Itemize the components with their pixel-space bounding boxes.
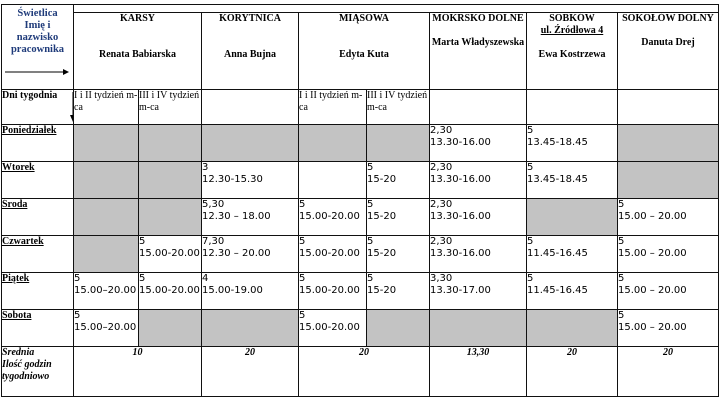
employee-name: Anna Bujna: [224, 49, 276, 60]
day-row: [2, 162, 719, 199]
time-range: 15-20: [367, 248, 397, 259]
time-range: 15.00-20.00: [139, 285, 200, 296]
corner-title-line: nazwisko: [16, 32, 59, 43]
time-range: 15.00-20.00: [299, 285, 360, 296]
hours-value: 5: [618, 199, 625, 210]
day-row: [2, 125, 719, 162]
closed-cell: [74, 236, 139, 273]
hours-value: 2,30: [430, 125, 453, 136]
schedule-cell: [430, 273, 527, 310]
day-name: Poniedziałek: [2, 125, 74, 162]
schedule-cell: [618, 199, 719, 236]
time-range: 11.45-16.45: [527, 248, 588, 259]
closed-cell: [139, 125, 202, 162]
time-range: 13.45-18.45: [527, 174, 588, 185]
column-header-sobkow: [527, 13, 618, 90]
weekly-hours-miasowa: 20: [299, 347, 430, 397]
schedule-cell: [202, 273, 299, 310]
closed-cell: [299, 125, 367, 162]
column-header-mokrsko-dolne: [430, 13, 527, 90]
closed-cell: [527, 199, 618, 236]
day-name: Piątek: [2, 273, 74, 310]
time-range: 15-20: [367, 211, 397, 222]
hours-value: 4: [202, 273, 209, 284]
time-range: 13.30-16.00: [430, 137, 491, 148]
closed-cell: [367, 125, 430, 162]
weekly-hours-mokrsko-dolne: 13,30: [430, 347, 527, 397]
weekly-hours-korytnica: 20: [202, 347, 299, 397]
closed-cell: [618, 162, 719, 199]
hours-value: 5: [299, 310, 306, 321]
schedule-cell: [367, 162, 430, 199]
closed-cell: [618, 125, 719, 162]
closed-cell: [139, 199, 202, 236]
schedule-cell: [430, 199, 527, 236]
arrow-right-icon: [4, 68, 70, 76]
time-range: 13.45-18.45: [527, 137, 588, 148]
time-range: 13.30-16.00: [430, 211, 491, 222]
subheader-week-1-2: I i II tydzień m-ca: [74, 90, 139, 125]
schedule-cell: [527, 236, 618, 273]
schedule-cell: [527, 125, 618, 162]
time-range: 13.30-16.00: [430, 248, 491, 259]
hours-value: 5: [367, 162, 374, 173]
schedule-cell: [430, 162, 527, 199]
summary-label-line: tygodniowo: [2, 371, 50, 382]
hours-value: 5: [618, 236, 625, 247]
facility-name: MIĄSOWA: [338, 13, 389, 24]
hours-value: 3,30: [430, 273, 453, 284]
hours-value: 5: [367, 236, 374, 247]
days-label: Dni tygodnia: [2, 90, 58, 101]
column-header-sokolow-dolny: [618, 13, 719, 90]
schedule-cell: [618, 310, 719, 347]
closed-cell: [202, 125, 299, 162]
hours-value: 5: [74, 310, 81, 321]
employee-name: Renata Babiarska: [99, 49, 176, 60]
summary-row: [2, 347, 719, 397]
hours-value: 5: [618, 310, 625, 321]
time-range: 15.00 – 20.00: [618, 285, 687, 296]
schedule-cell: [202, 236, 299, 273]
day-row: [2, 236, 719, 273]
hours-value: 2,30: [430, 236, 453, 247]
time-range: 15.00 – 20.00: [618, 322, 687, 333]
schedule-cell: [74, 310, 139, 347]
day-row: [2, 273, 719, 310]
hours-value: 5: [299, 236, 306, 247]
subheader-week-1-2: I i II tydzień m-ca: [299, 90, 367, 125]
day-name: Czwartek: [2, 236, 74, 273]
time-range: 12.30-15.30: [202, 174, 263, 185]
closed-cell: [367, 310, 430, 347]
time-range: 15.00-20.00: [299, 211, 360, 222]
schedule-cell: [202, 162, 299, 199]
closed-cell: [527, 310, 618, 347]
empty-cell: [299, 162, 367, 199]
facility-name: KORYTNICA: [219, 13, 281, 24]
facility-address: ul. Źródłowa 4: [540, 25, 604, 36]
summary-label-line: Średnia: [2, 347, 35, 358]
hours-value: 5: [299, 273, 306, 284]
hours-value: 5: [527, 273, 534, 284]
top-strip-row: [2, 5, 719, 13]
summary-label: [2, 347, 74, 397]
schedule-cell: [202, 199, 299, 236]
day-name: Wtorek: [2, 162, 74, 199]
hours-value: 2,30: [430, 199, 453, 210]
hours-value: 5: [618, 273, 625, 284]
employee-name: Marta Władyszewska: [431, 37, 525, 48]
corner-header: [2, 5, 74, 90]
time-range: 15.00 – 20.00: [618, 248, 687, 259]
hours-value: 7,30: [202, 236, 225, 247]
schedule-cell: [527, 162, 618, 199]
schedule-cell: [367, 199, 430, 236]
subheader-row: [2, 90, 719, 125]
corner-title: [2, 5, 73, 56]
employee-name: Edyta Kuta: [339, 49, 389, 60]
closed-cell: [139, 310, 202, 347]
weekly-hours-sobkow: 20: [527, 347, 618, 397]
closed-cell: [74, 125, 139, 162]
time-range: 15.00-20.00: [139, 248, 200, 259]
arrow-down-icon: [70, 92, 74, 122]
employee-name: Ewa Kostrzewa: [538, 49, 606, 60]
schedule-cell: [367, 236, 430, 273]
schedule-cell: [618, 236, 719, 273]
schedule-cell: [430, 236, 527, 273]
time-range: 12.30 – 20.00: [202, 248, 271, 259]
hours-value: 3: [202, 162, 209, 173]
time-range: 15.00 – 20.00: [618, 211, 687, 222]
time-range: 15.00–20.00: [74, 285, 137, 296]
hours-value: 5: [527, 236, 534, 247]
hours-value: 5: [367, 273, 374, 284]
time-range: 15-20: [367, 174, 397, 185]
facility-name: MOKRSKO DOLNE: [432, 13, 524, 24]
employee-name: Danuta Drej: [641, 37, 695, 48]
hours-value: 5: [139, 273, 146, 284]
subheader-empty: [618, 90, 719, 125]
header-row: [2, 13, 719, 90]
hours-value: 5,30: [202, 199, 225, 210]
time-range: 13.30-16.00: [430, 174, 491, 185]
schedule-cell: [299, 236, 367, 273]
facility-name: SOBKÓW: [549, 13, 595, 24]
hours-value: 5: [74, 273, 81, 284]
closed-cell: [139, 162, 202, 199]
schedule-cell: [299, 273, 367, 310]
corner-title-line: Imię i: [24, 20, 51, 31]
schedule-cell: [618, 273, 719, 310]
column-header-miasowa: [299, 13, 430, 90]
schedule-cell: [527, 273, 618, 310]
summary-label-line: Ilość godzin: [2, 359, 52, 370]
weekly-hours-karsy: 10: [74, 347, 202, 397]
subheader-empty: [430, 90, 527, 125]
facility-name: SOKOŁÓW DOLNY: [622, 13, 714, 24]
schedule-cell: [367, 273, 430, 310]
day-name: Środa: [2, 199, 74, 236]
schedule-cell: [299, 199, 367, 236]
hours-value: 5: [527, 125, 534, 136]
time-range: 15.00-19.00: [202, 285, 263, 296]
weekly-hours-sokolow-dolny: 20: [618, 347, 719, 397]
top-strip: [74, 5, 719, 13]
subheader-week-3-4: III i IV tydzień m-ca: [367, 90, 430, 125]
column-header-korytnica: [202, 13, 299, 90]
hours-value: 5: [299, 199, 306, 210]
closed-cell: [74, 162, 139, 199]
hours-value: 5: [527, 162, 534, 173]
closed-cell: [202, 310, 299, 347]
schedule-cell: [74, 273, 139, 310]
hours-value: 5: [139, 236, 146, 247]
day-rows: [2, 125, 719, 347]
time-range: 15.00-20.00: [299, 248, 360, 259]
days-of-week-header: [2, 90, 74, 125]
day-name: Sobota: [2, 310, 74, 347]
facility-name: KARSY: [119, 13, 155, 24]
hours-value: 2,30: [430, 162, 453, 173]
subheader-week-3-4: III i IV tydzień m-ca: [139, 90, 202, 125]
schedule-cell: [139, 273, 202, 310]
subheader-empty: [202, 90, 299, 125]
time-range: 15.00-20.00: [299, 322, 360, 333]
time-range: 15.00–20.00: [74, 322, 137, 333]
closed-cell: [430, 310, 527, 347]
time-range: 11.45-16.45: [527, 285, 588, 296]
column-header-karsy: [74, 13, 202, 90]
schedule-cell: [299, 310, 367, 347]
closed-cell: [74, 199, 139, 236]
time-range: 13.30-17.00: [430, 285, 491, 296]
corner-title-line: Świetlica: [17, 8, 58, 19]
schedule-cell: [139, 236, 202, 273]
day-row: [2, 310, 719, 347]
hours-value: 5: [367, 199, 374, 210]
schedule-table: [1, 4, 719, 397]
schedule-cell: [430, 125, 527, 162]
subheader-empty: [527, 90, 618, 125]
time-range: 12.30 – 18.00: [202, 211, 271, 222]
time-range: 15-20: [367, 285, 397, 296]
day-row: [2, 199, 719, 236]
corner-title-line: pracownika: [10, 44, 65, 55]
